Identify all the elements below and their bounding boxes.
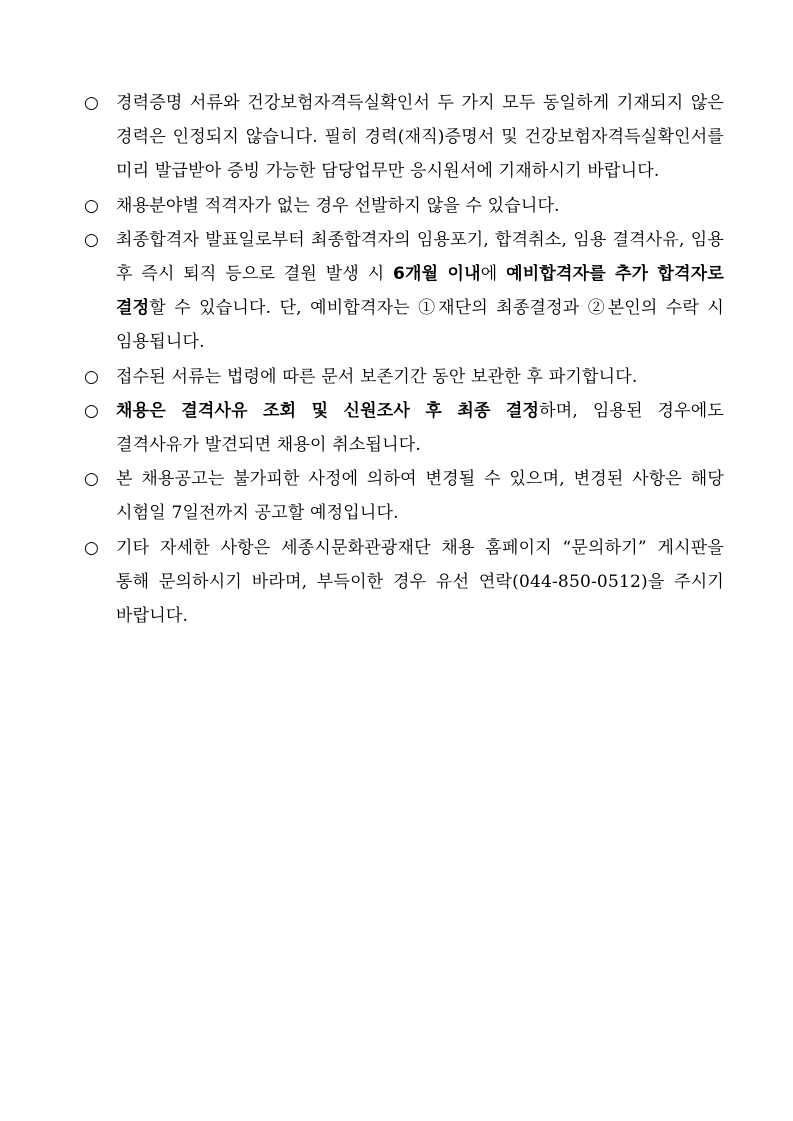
circle-bullet-icon: ○ [84,469,100,490]
notice-item-no-qualified-applicant [84,189,724,223]
circle-bullet-icon: ○ [84,93,100,113]
notice-text: 최종합격자 발표일로부터 최종합격자의 임용포기, 합격취소, 임용 결격사유, 임용 후 즉시 퇴직 등으로 결원 발생 시 [116,229,724,285]
notice-item-announcement-changes [84,462,724,530]
emphasis-final-decision: 채용은 결격사유 조회 및 신원조사 후 최종 결정 [116,400,540,421]
circle-bullet-icon: ○ [84,229,100,250]
notice-item-background-check [84,394,724,462]
notice-item-reserve-candidates [84,223,724,360]
notice-item-document-disposal [84,360,724,394]
notice-text: 에 [480,264,507,285]
notice-text: 기타 자세한 사항은 세종시문화관광재단 채용 홈페이지 “문의하기” 게시판을 통해 문의하시기 바라며, 부득이한 경우 유선 연락(044-850-0512)을 주시기 바랍니다. [116,537,724,627]
notice-text: 본 채용공고는 불가피한 사정에 의하여 변경될 수 있으며, 변경된 사항은 해당 시험일 7일전까지 공고할 예정입니다. [116,469,724,524]
notice-list [84,86,724,633]
emphasis-six-months: 6개월 이내 [393,264,481,285]
circle-bullet-icon: ○ [84,366,100,387]
notice-text: 하며, 임용된 경우에도 결격사유가 발견되면 채용이 취소됩니다. [116,400,724,456]
notice-item-inquiries [84,531,724,634]
circle-bullet-icon: ○ [84,195,100,216]
notice-text: 채용분야별 적격자가 없는 경우 선발하지 않을 수 있습니다. [116,195,560,216]
notice-text: 할 수 있습니다. 단, 예비합격자는 ①재단의 최종결정과 ②본인의 수락 시 임용됩니다. [116,298,724,353]
emphasis-reserve-decision: 예비합격자를 추가 합격자로 결정 [116,264,725,319]
circle-bullet-icon: ○ [84,400,100,421]
notice-item-career-documents [84,86,724,189]
notice-text: 경력증명 서류와 건강보험자격득실확인서 두 가지 모두 동일하게 기재되지 않은 경력은 인정되지 않습니다. 필히 경력(재직)증명서 및 건강보험자격득실확인서를 미리 발급받아 증빙 가능한 담당업무만 응시원서에 기재하시기 바랍니다. [116,93,724,182]
notice-text: 접수된 서류는 법령에 따른 문서 보존기간 동안 보관한 후 파기합니다. [116,366,638,387]
circle-bullet-icon: ○ [84,537,100,558]
